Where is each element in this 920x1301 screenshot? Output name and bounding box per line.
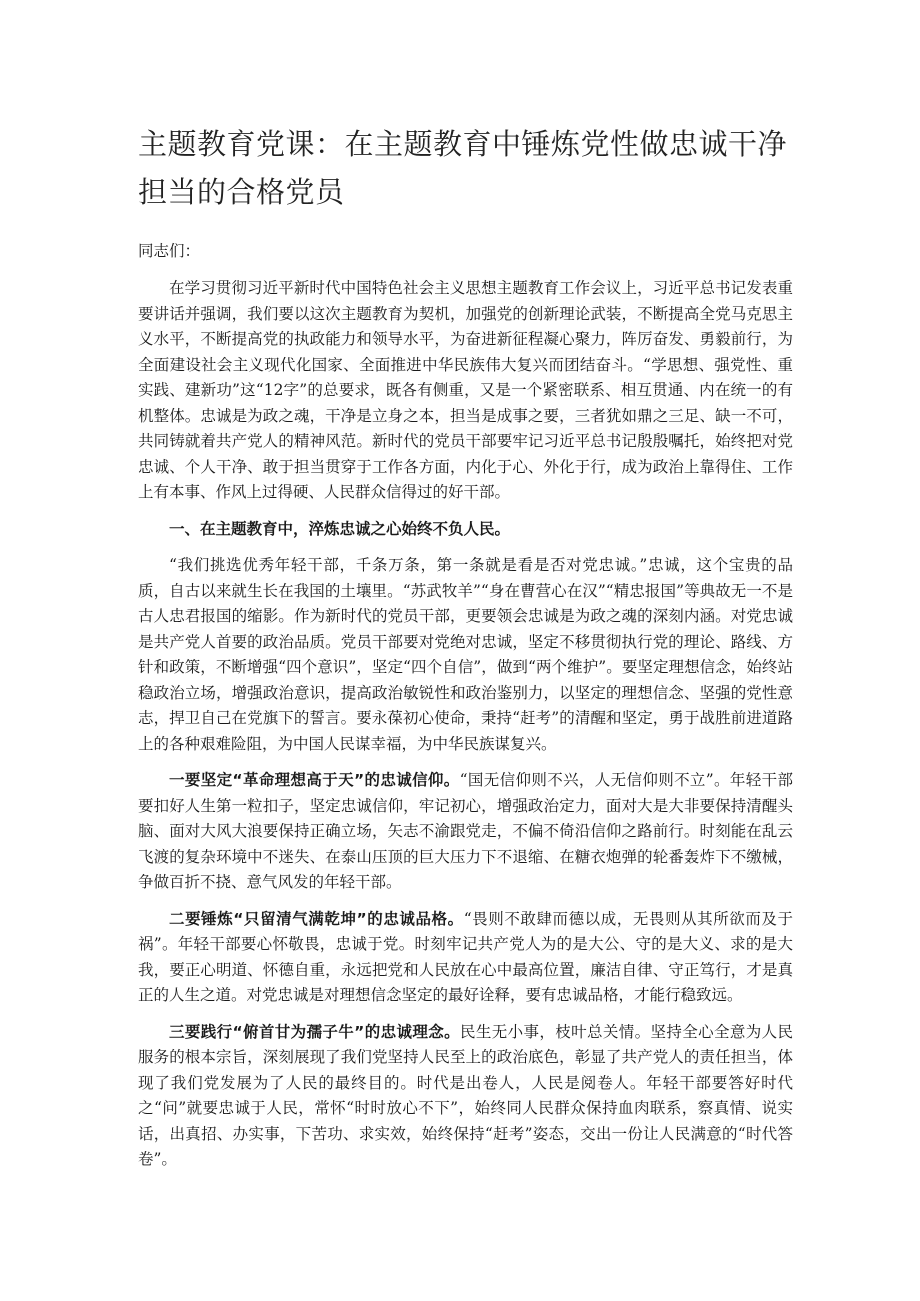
- point-3-lead: 三要践行“俯首甘为孺子牛”的忠诚理念。: [169, 1022, 460, 1041]
- intro-paragraph: 在学习贯彻习近平新时代中国特色社会主义思想主题教育工作会议上，习近平总书记发表重要讲话并强调，我们要以这次主题教育为契机，加强党的创新理论武装，不断提高全党马克思主义水平，不断提高党的执政能力和领导水平，为奋进新征程凝心聚力，阵厉奋发、勇毅前行，为全面建设社会主义现代化国家、全面推进中华民族伟大复兴而团结奋斗。“学思想、强党性、重实践、建新功”这“12字”的总要求，既各有侧重，又是一个紧密联系、相互贯通、内在统一的有机整体。忠诚是为政之魂，干净是立身之本，担当是成事之要，三者犹如鼎之三足、缺一不可，共同铸就着共产党人的精神风范。新时代的党员干部要牢记习近平总书记殷殷嘱托，始终把对党忠诚、个人干净、敢于担当贯穿于工作各方面，内化于心、外化于行，成为政治上靠得住、工作上有本事、作风上过得硬、人民群众信得过的好干部。: [138, 279, 793, 501]
- document-title: 主题教育党课：在主题教育中锤炼党性做忠诚干净担当的合格党员: [138, 127, 788, 209]
- point-2-text: “畏则不敢肆而德以成，无畏则从其所欲而及于祸”。年轻干部要心怀敬畏，忠诚于党。时刻牢记共产党人为的是大公、守的是大义、求的是大我，要正心明道、怀德自重，永远把党和人民放在心中最高位置，廉洁自律、守正笃行，才是真正的人生之道。对党忠诚是对理想信念坚定的最好诠释，要有忠诚品格，才能行稳致远。: [138, 909, 793, 1004]
- point-1-lead: 一要坚定“革命理想高于天”的忠诚信仰。: [169, 771, 460, 789]
- section-1-paragraph: “我们挑选优秀年轻干部，千条万条，第一条就是看是否对党忠诚。”忠诚，这个宝贵的品质，自古以来就生长在我国的土壤里。“苏武牧羊”“身在曹营心在汉”“精忠报国”等典故无一不是古人忠君报国的缩影。作为新时代的党员干部，更要领会忠诚是为政之魂的深刻内涵。对党忠诚是共产党人首要的政治品质。党员干部要对党绝对忠诚，坚定不移贯彻执行党的理论、路线、方针和政策，不断增强“四个意识”，坚定“四个自信”，做到“两个维护”。要坚定理想信念，始终站稳政治立场，增强政治意识，提高政治敏锐性和政治鉴别力，以坚定的理想信念、坚强的党性意志，捍卫自己在党旗下的誓言。要永葆初心使命，秉持“赶考”的清醒和坚定，勇于战胜前进道路上的各种艰难险阻，为中国人民谋幸福，为中华民族谋复兴。: [138, 556, 793, 753]
- point-1-text: “国无信仰则不兴，人无信仰则不立”。年轻干部要扣好人生第一粒扣子，坚定忠诚信仰，牢记初心，增强政治定力，面对大是大非要保持清醒头脑、面对大风大浪要保持正确立场，矢志不渝跟党走，不偏不倚沿信仰之路前行。时刻能在乱云飞渡的复杂环境中不迷失、在泰山压顶的巨大压力下不退缩、在糖衣炮弹的轮番轰炸下不缴械，争做百折不挠、意气风发的年轻干部。: [138, 771, 793, 891]
- salutation: 同志们：: [138, 242, 201, 260]
- section-heading-1: 一、在主题教育中，淬炼忠诚之心始终不负人民。: [169, 519, 511, 538]
- document-page: [138, 120, 793, 1184]
- point-3-paragraph: [138, 1020, 793, 1173]
- point-1-paragraph: [138, 768, 793, 896]
- point-2-paragraph: [138, 907, 793, 1009]
- point-3-text: 民生无小事，枝叶总关情。坚持全心全意为人民服务的根本宗旨，深刻展现了我们党坚持人民至上的政治底色，彰显了共产党人的责任担当，体现了我们党发展为了人民的最终目的。时代是出卷人，人民是阅卷人。年轻干部要答好时代之“问”就要忠诚于人民，常怀“时时放心不下”，始终同人民群众保持血肉联系，察真情、说实话，出真招、办实事，下苦功、求实效，始终保持“赶考”姿态，交出一份让人民满意的“时代答卷”。: [138, 1022, 793, 1168]
- point-2-lead: 二要锤炼“只留清气满乾坤”的忠诚品格。: [169, 909, 464, 928]
